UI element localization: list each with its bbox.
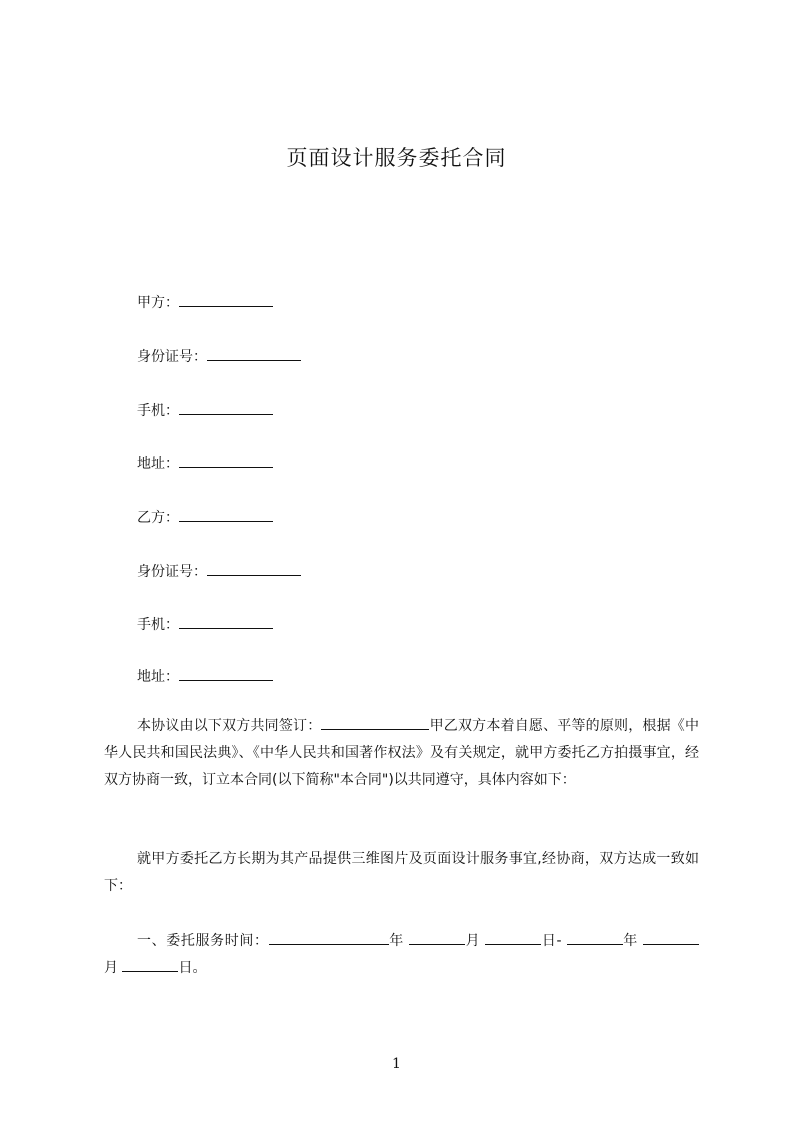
party-a-address-label: 地址： [137, 456, 179, 472]
end-month-blank[interactable] [643, 930, 699, 945]
start-day-blank[interactable] [485, 930, 541, 945]
end-day-blank[interactable] [122, 957, 178, 972]
party-b-id-line [137, 561, 301, 581]
party-b-id-blank[interactable] [207, 561, 301, 576]
party-a-id-line [137, 346, 301, 366]
party-a-phone-label: 手机： [137, 403, 179, 419]
start-month-blank[interactable] [409, 930, 465, 945]
party-b-name-blank[interactable] [179, 507, 273, 522]
party-b-phone-label: 手机： [137, 617, 179, 633]
party-a-name-blank[interactable] [179, 292, 273, 307]
party-a-name-line [137, 292, 273, 312]
party-b-address-blank[interactable] [179, 666, 273, 681]
party-b-address-label: 地址： [137, 669, 179, 685]
party-b-phone-blank[interactable] [179, 614, 273, 629]
party-a-id-blank[interactable] [207, 346, 301, 361]
start-month-unit: 月 [464, 933, 481, 949]
intro-text-before: 本协议由以下双方共同签订： [137, 718, 322, 734]
party-a-name-label: 甲方： [137, 295, 179, 311]
start-year-unit: 年 [388, 933, 404, 949]
end-year-unit: 年 [622, 933, 638, 949]
party-a-id-label: 身份证号： [137, 349, 207, 365]
party-a-address-line [137, 453, 273, 473]
party-a-address-blank[interactable] [179, 453, 273, 468]
clause-1-label: 一、委托服务时间： [137, 933, 269, 949]
start-year-blank[interactable] [269, 930, 389, 945]
party-b-name-label: 乙方： [137, 510, 179, 526]
end-year-blank[interactable] [567, 930, 623, 945]
clause-1-service-time [104, 928, 699, 982]
party-a-phone-line [137, 400, 273, 420]
intro-paragraph [104, 713, 699, 794]
purpose-paragraph: 就甲方委托乙方长期为其产品提供三维图片及页面设计服务事宜,经协商，双方达成一致如下： [104, 851, 699, 894]
start-day-unit: 日- [541, 933, 562, 949]
end-month-unit: 月 [104, 960, 118, 976]
party-a-phone-blank[interactable] [179, 400, 273, 415]
party-b-name-line [137, 507, 273, 527]
party-b-address-line [137, 666, 273, 686]
signing-date-blank[interactable] [321, 715, 429, 730]
contract-title: 页面设计服务委托合同 [286, 146, 507, 170]
party-b-phone-line [137, 614, 273, 634]
page-number: 1 [392, 1056, 401, 1072]
party-b-id-label: 身份证号： [137, 564, 207, 580]
end-day-unit: 日。 [178, 960, 207, 976]
intro-text-after: 甲乙双方本着自愿、平等的原则，根据《中华人民共和国民法典》、《中华人民共和国著作权法》及有关规定，就甲方委托乙方拍摄事宜，经双方协商一致，订立本合同(以下简称"本合同")以共同遵守，具体内容如下： [104, 718, 699, 788]
